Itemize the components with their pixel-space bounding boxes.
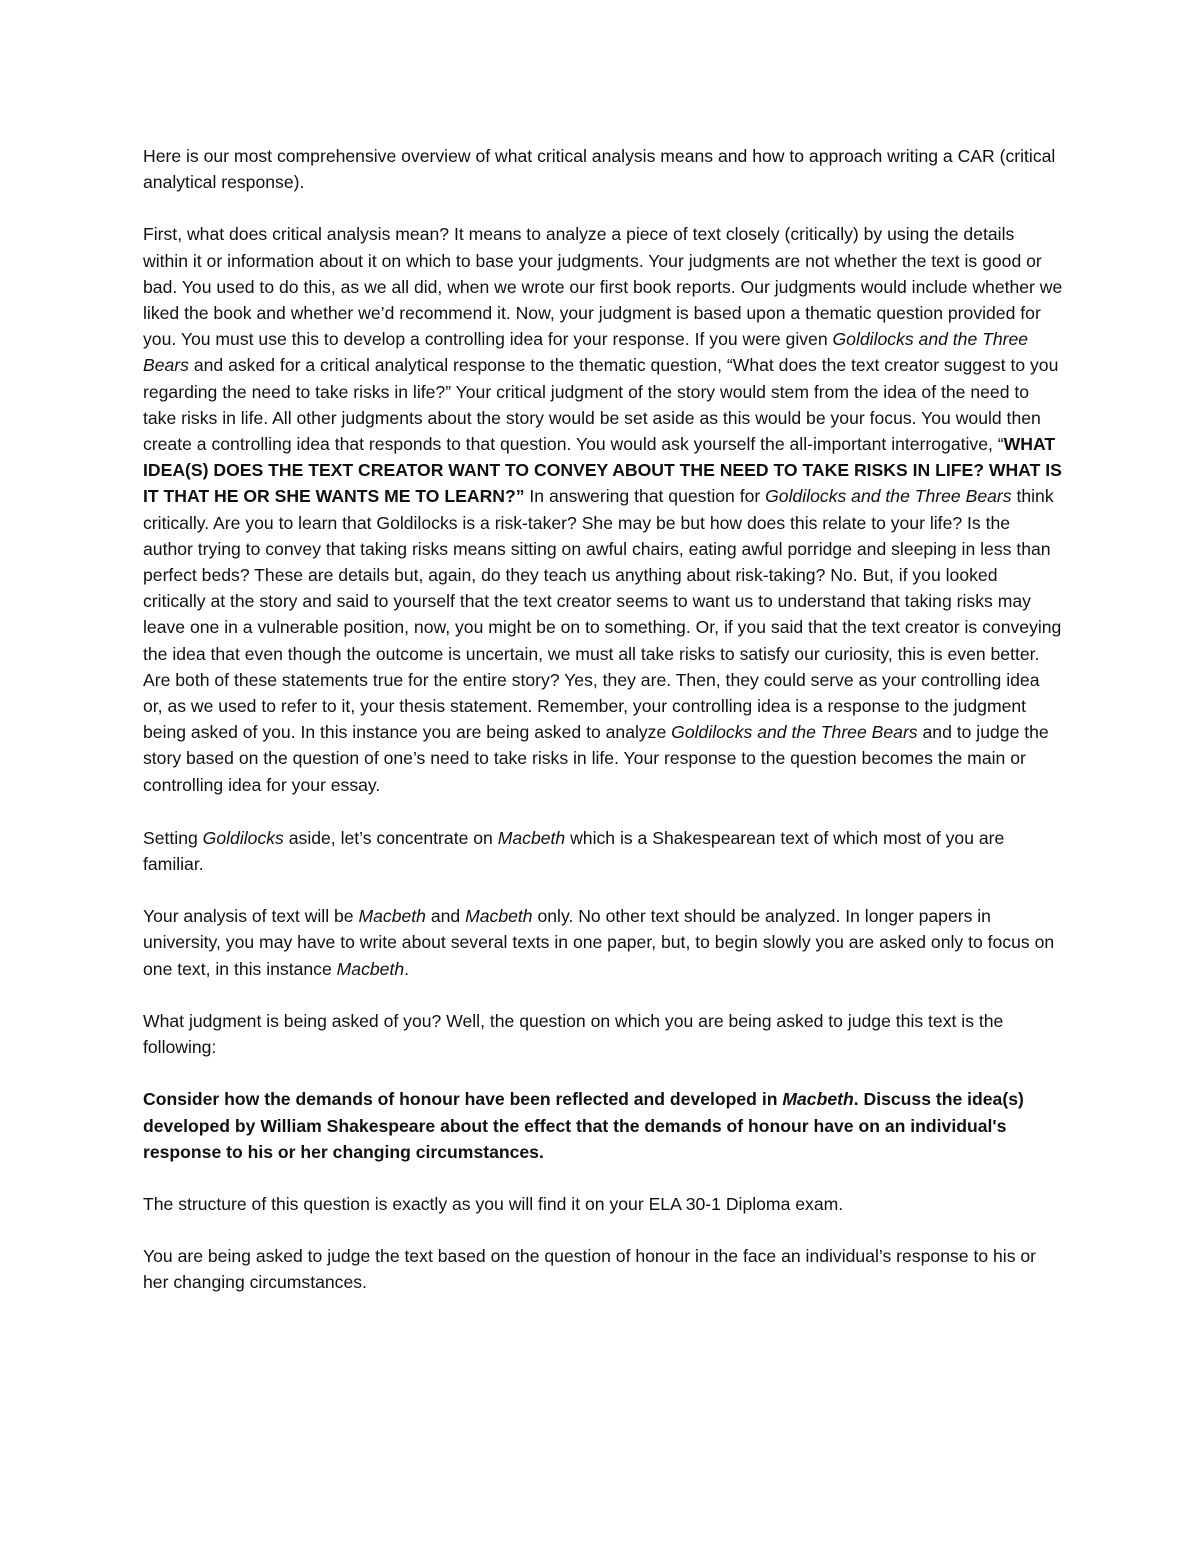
text-run: only. No other text should be analyzed. In longer papers in university, you may have to write about several texts in one paper, but, to begin slowly you are asked only to focus on one text, in this instance bbox=[143, 906, 1055, 979]
italic-title: Macbeth bbox=[358, 906, 426, 927]
paragraph-intro bbox=[143, 143, 1063, 195]
italic-title: Macbeth bbox=[336, 958, 405, 979]
italic-title: Goldilocks and the Three Bears bbox=[765, 486, 1012, 507]
text-run: Your analysis of text will be bbox=[143, 906, 359, 927]
bold-question: WHAT IDEA(S) DOES THE TEXT CREATOR WANT TO CONVEY ABOUT THE NEED TO TAKE RISKS IN LIFE? WHAT IS IT THAT HE OR SHE WANTS ME TO LEARN?” bbox=[143, 434, 1062, 507]
paragraph-critical-analysis-definition bbox=[143, 221, 1063, 797]
italic-title: Macbeth bbox=[497, 827, 566, 848]
paragraph-macbeth-intro bbox=[143, 825, 1063, 877]
paragraph-question-structure bbox=[143, 1191, 1063, 1217]
text-run: think critically. Are you to learn that Goldilocks is a risk-taker? She may be but how does this relate to your life? Is the author trying to convey that taking risks means sitting on awful chairs, eating awful porridge and sleeping in less than perfect beds? These are details but, again, do they teach us anything about risk-taking? No. But, if you looked critically at the story and said to yourself that the text creator seems to want us to understand that taking risks may leave one in a vulnerable position, now, you might be on to something. Or, if you said that the text creator is conveying the idea that even though the outcome is uncertain, we must all take risks to satisfy our curiosity, this is even better. Are both of these statements true for the entire story? Yes, they are. Then, they could serve as your controlling idea or, as we used to refer to it, your thesis statement. Remember, your controlling idea is a response to the judgment being asked of you. In this instance you are being asked to analyze bbox=[143, 486, 1062, 743]
paragraph-judgment-question bbox=[143, 1008, 1063, 1060]
text-run: The structure of this question is exactly as you will find it on your ELA 30-1 Diploma exam. bbox=[143, 1193, 844, 1214]
text-run: which is a Shakespearean text of which most of you are familiar. bbox=[143, 827, 1005, 875]
text-run: and bbox=[425, 906, 466, 927]
text-run: . bbox=[404, 958, 410, 979]
document-page bbox=[143, 143, 1063, 1322]
text-run: aside, let’s concentrate on bbox=[283, 827, 498, 848]
italic-title: Goldilocks bbox=[202, 827, 284, 848]
text-run: In answering that question for bbox=[524, 486, 766, 507]
text-run: Setting bbox=[143, 827, 203, 848]
bold-text-run: . Discuss the idea(s) developed by William Shakespeare about the effect that the demands of honour have on an individual's response to his or her changing circumstances. bbox=[143, 1089, 1024, 1162]
text-run: and to judge the story based on the question of one’s need to take risks in life. Your response to the question becomes the main or controlling idea for your essay. bbox=[143, 722, 1049, 795]
text-run: What judgment is being asked of you? Well, the question on which you are being asked to judge this text is the following: bbox=[143, 1010, 1004, 1058]
bold-text-run: Consider how the demands of honour have been reflected and developed in bbox=[143, 1089, 783, 1110]
paragraph-analysis-scope bbox=[143, 903, 1063, 982]
text-run: Here is our most comprehensive overview of what critical analysis means and how to approach writing a CAR (critical analytical response). bbox=[143, 146, 1056, 193]
text-run: You are being asked to judge the text based on the question of honour in the face an individual’s response to his or her changing circumstances. bbox=[143, 1246, 1037, 1293]
italic-title: Macbeth bbox=[465, 906, 533, 927]
paragraph-judge-text bbox=[143, 1243, 1063, 1295]
text-run: First, what does critical analysis mean? It means to analyze a piece of text closely (critically) by using the details within it or information about it on which to base your judgments. Your judgments are not whether the text is good or bad. You used to do this, as we all did, when we wrote our first book reports. Our judgments would include whether we liked the book and whether we’d recommend it. Now, your judgment is based upon a thematic question provided for you. You must use this to develop a controlling idea for your response. If you were given bbox=[143, 224, 1063, 350]
italic-title: Goldilocks and the Three Bears bbox=[143, 329, 1029, 376]
paragraph-exam-prompt bbox=[143, 1086, 1063, 1165]
italic-title: Goldilocks and the Three Bears bbox=[671, 722, 918, 743]
italic-title: Macbeth bbox=[782, 1089, 854, 1110]
text-run: and asked for a critical analytical response to the thematic question, “What does the text creator suggest to you regarding the need to take risks in life?” Your critical judgment of the story would stem from the idea of the need to take risks in life. All other judgments about the story would be set aside as this would be your focus. You would then create a controlling idea that responds to that question. You would ask yourself the all-important interrogative, “ bbox=[143, 355, 1059, 455]
